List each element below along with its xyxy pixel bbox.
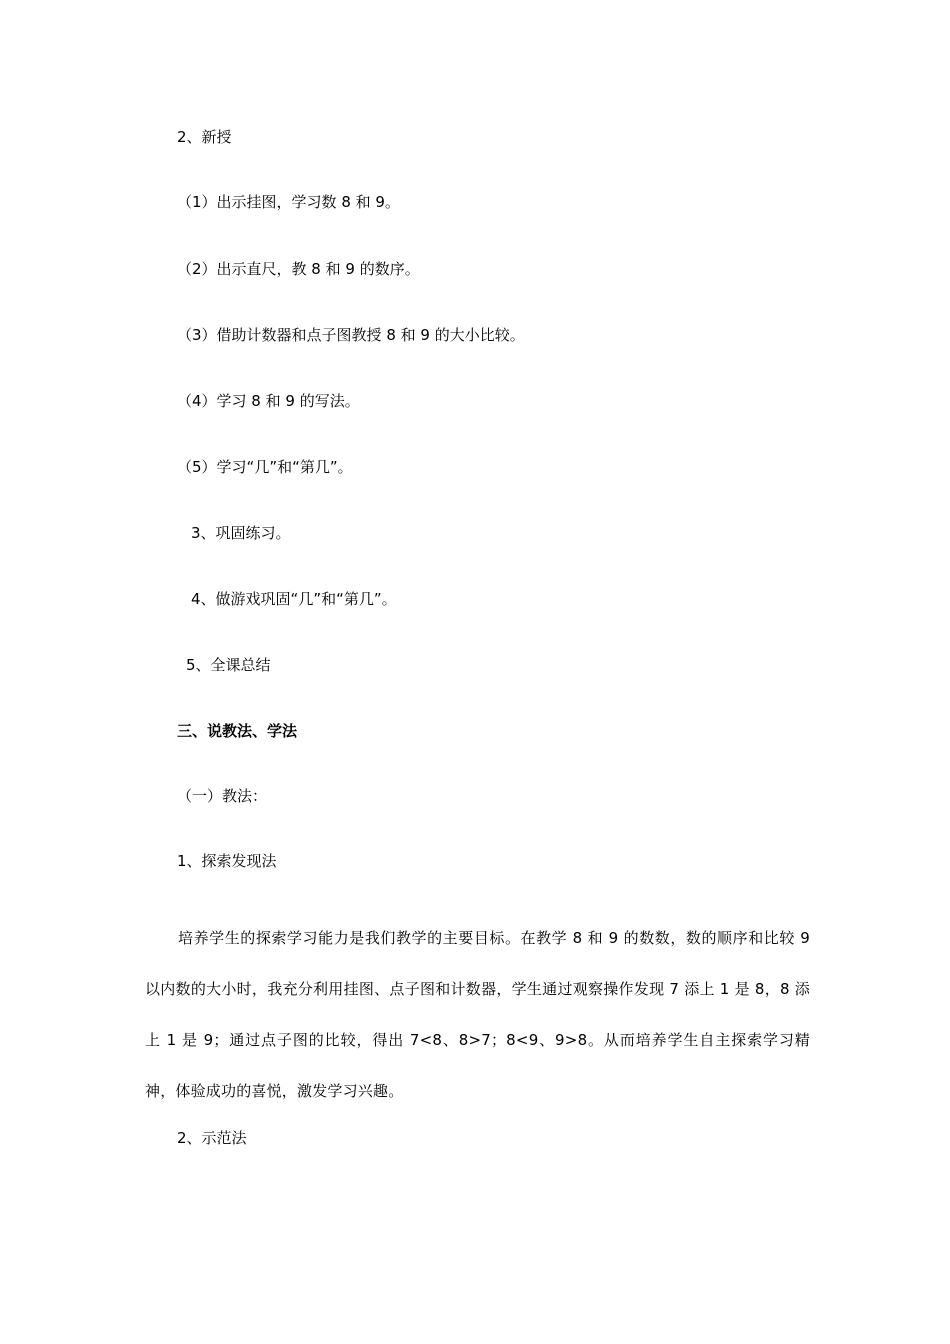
list-item-step-3: （3）借助计数器和点子图教授 8 和 9 的大小比较。	[177, 326, 525, 344]
list-item-step-1: （1）出示挂图，学习数 8 和 9。	[177, 193, 400, 211]
list-item-step-4: （4）学习 8 和 9 的写法。	[177, 392, 360, 410]
subsection-heading-exploration-method: 1、探索发现法	[177, 852, 277, 870]
section-heading-game: 4、做游戏巩固“几”和“第几”。	[191, 590, 397, 608]
body-paragraph: 培养学生的探索学习能力是我们教学的主要目标。在教学 8 和 9 的数数，数的顺序和比较 9 以内数的大小时，我充分利用挂图、点子图和计数器，学生通过观察操作发现 7 添上 1 是 8，8 添上 1 是 9；通过点子图的比较，得出 7<8、8>7；8<9、9>8。从而培养学生自主探索学习精神，体验成功的喜悦，激发学习兴趣。	[145, 929, 810, 1100]
section-heading-summary: 5、全课总结	[186, 656, 271, 674]
subsection-heading-teaching-method: （一）教法：	[177, 787, 268, 805]
subsection-heading-demonstration-method: 2、示范法	[177, 1129, 247, 1147]
section-heading-new-lesson: 2、新授	[177, 128, 232, 146]
list-item-step-5: （5）学习“几”和“第几”。	[177, 458, 353, 476]
chapter-heading-methods: 三、说教法、学法	[177, 722, 298, 740]
list-item-step-2: （2）出示直尺，教 8 和 9 的数序。	[177, 260, 420, 278]
section-heading-practice: 3、巩固练习。	[191, 524, 291, 542]
